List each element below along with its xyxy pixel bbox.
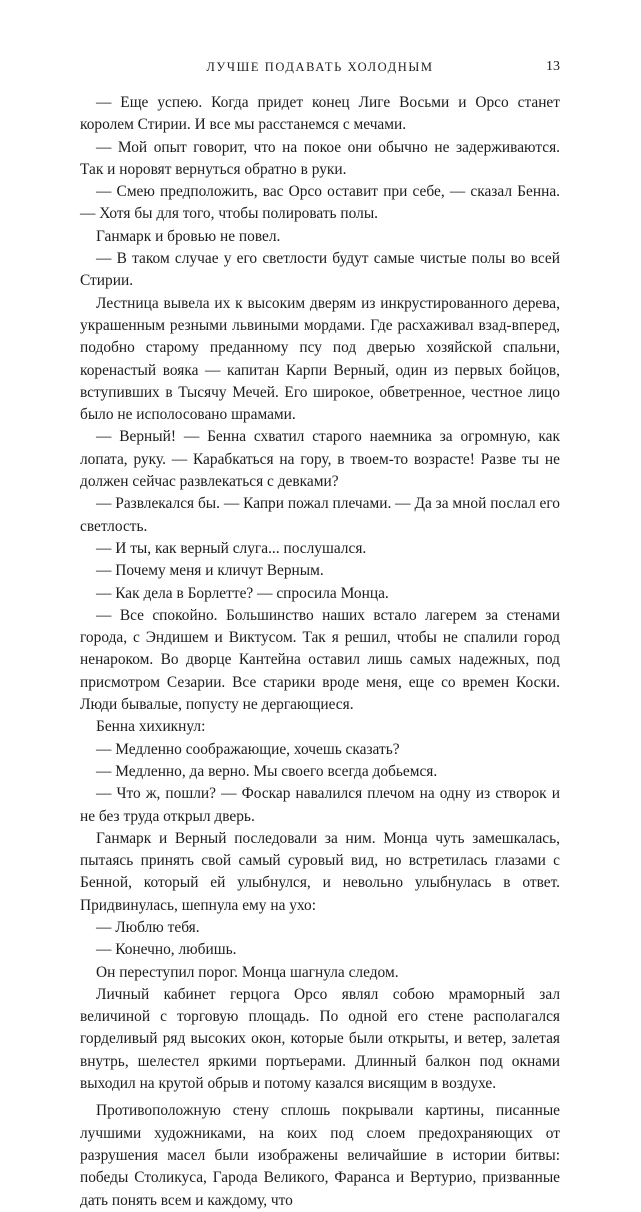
paragraph: Он переступил порог. Монца шагнула следом. [96,963,399,981]
paragraph: — Еще успею. Когда придет конец Лиге Восьми и Орсо станет королем Стирии. И все мы расстанемся с мечами. [80,94,560,134]
paragraph: — Медленно соображающие, хочешь сказать? [96,740,400,758]
paragraph: — Все спокойно. Большинство наших встало лагерем за стенами города, с Эндишем и Виктусом. Так я решил, чтобы не спалили город ненароком. Во дворце Кантейна оставил лишь самых надежных, под присмотром Сезарии. Все старики вроде меня, еще со времен Коски. Люди бывалые, попусту не дергающиеся. [80,606,560,714]
text-body [80,92,560,1212]
paragraph: Ганмарк и Верный последовали за ним. Монца чуть замешкалась, пытаясь принять свой самый суровый вид, но встретилась глазами с Бенной, который ей улыбнулся, и невольно улыбнулась в ответ. Придвинулась, шепнула ему на ухо: [80,829,560,914]
paragraph: Лестница вывела их к высоким дверям из инкрустированного дерева, украшенным резными львиными мордами. Где расхаживал взад-вперед, подобно старому преданному псу под дверью хозяйской спальни, коренастый вояка — капитан Карпи Верный, один из первых бойцов, вступивших в Тысячу Мечей. Его широкое, обветренное, честное лицо было не исполосовано шрамами. [80,294,560,424]
paragraph: Личный кабинет герцога Орсо являл собою мраморный зал величиной с торговую площадь. По одной его стене располагался горделивый ряд высоких окон, которые были открыты, и ветер, залетая внутрь, шелестел яркими портьерами. Длинный балкон под окнами выходил на крутой обрыв и потому казался висящим в воздухе. [80,985,560,1093]
paragraph: — Смею предположить, вас Орсо оставит при себе, — сказал Бенна. — Хотя бы для того, чтобы полировать полы. [80,183,560,223]
paragraph: — Мой опыт говорит, что на покое они обычно не задерживаются. Так и норовят вернуться обратно в руки. [80,138,560,178]
paragraph: — Конечно, любишь. [96,941,237,959]
page-number: 13 [546,59,560,74]
paragraph: — Развлекался бы. — Капри пожал плечами. — Да за мной послал его светлость. [80,495,560,535]
paragraph: — Что ж, пошли? — Фоскар навалился плечом на одну из створок и не без труда открыл дверь. [80,785,560,825]
paragraph: — Люблю тебя. [96,918,200,936]
paragraph: — Верный! — Бенна схватил старого наемника за огромную, как лопата, руку. — Карабкаться на гору, в твоем-то возрасте! Разве ты не должен сейчас развлекаться с девками? [80,428,560,491]
paragraph: — Как дела в Борлетте? — спросила Монца. [96,584,389,602]
paragraph: — В таком случае у его светлости будут самые чистые полы во всей Стирии. [80,250,560,290]
paragraph: Противоположную стену сплошь покрывали картины, писанные лучшими художниками, на коих под слоем предохраняющих от разрушения масел были изображены величайшие в истории битвы: победы Столикуса, Гарода Великого, Фаранса и Вертурио, призванные дать понять всем и каждому, что [80,1102,560,1209]
paragraph: Бенна хихикнул: [96,718,206,736]
paragraph: Ганмарк и бровью не повел. [96,227,281,245]
paragraph: — Медленно, да верно. Мы своего всегда добьемся. [96,762,438,780]
paragraph: — И ты, как верный слуга... послушался. [96,539,367,557]
running-head [80,59,560,81]
paragraph: — Почему меня и кличут Верным. [96,562,324,580]
running-title: ЛУЧШЕ ПОДАВАТЬ ХОЛОДНЫМ [206,60,434,74]
